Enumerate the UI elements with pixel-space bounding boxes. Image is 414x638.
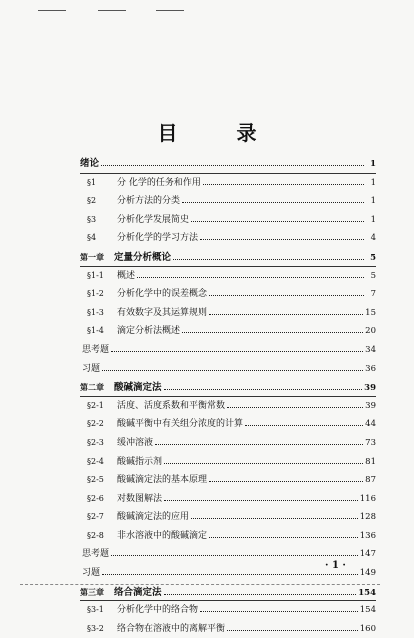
toc-chapter-row[interactable] <box>80 155 376 174</box>
toc-page-number: 87 <box>365 475 376 486</box>
toc-label: 络合物在溶液中的离解平衡 <box>117 623 226 634</box>
toc-leader-dots <box>164 499 358 501</box>
toc-section-row[interactable] <box>80 415 376 434</box>
toc-number: §2-3 <box>87 437 104 447</box>
toc-page-number: 160 <box>359 623 376 634</box>
toc-label: 缓冲溶液 <box>117 437 154 448</box>
toc-leader-dots <box>227 629 358 631</box>
toc-leader-dots <box>245 424 363 426</box>
toc-leader-dots <box>203 183 364 185</box>
header-rule <box>38 10 66 11</box>
toc-number: §2-1 <box>87 400 104 410</box>
toc-page-number: 1 <box>370 177 376 188</box>
toc-section-row[interactable] <box>80 527 376 546</box>
toc-leader-dots <box>164 388 363 390</box>
toc-page-number: 36 <box>365 363 376 374</box>
page-number: · 1 · <box>325 560 346 571</box>
toc-page-number: 1 <box>370 214 376 225</box>
toc-label: 酸碱平衡中有关组分浓度的计算 <box>117 419 244 430</box>
toc-label: 络合滴定法 <box>114 586 162 598</box>
toc-section-row[interactable] <box>80 229 376 248</box>
toc-leader-dots <box>155 443 363 445</box>
toc-section-row[interactable] <box>80 620 376 638</box>
toc-page-number: 81 <box>365 456 376 467</box>
toc-page-number: 4 <box>370 233 376 244</box>
toc-leader-dots <box>191 517 358 519</box>
header-rule <box>156 10 184 11</box>
toc-section-row[interactable] <box>80 453 376 472</box>
toc-number: §1 <box>87 177 97 187</box>
toc-number: 第三章 <box>80 586 104 597</box>
toc-section-row[interactable] <box>80 267 376 286</box>
toc-leader-dots <box>200 610 358 612</box>
toc-page-number: 1 <box>370 159 376 169</box>
toc-page-number: 5 <box>370 270 376 281</box>
toc-number: §3-2 <box>87 623 104 633</box>
toc-section-row[interactable] <box>80 285 376 304</box>
toc-page-number: 39 <box>365 400 376 411</box>
toc-label: 分 化学的任务和作用 <box>117 177 201 188</box>
toc-section-row[interactable] <box>80 471 376 490</box>
toc-number: §2-5 <box>87 475 104 485</box>
toc-label: 滴定分析法概述 <box>117 326 181 337</box>
toc-leader-dots <box>111 350 363 352</box>
toc-extra-row[interactable] <box>80 360 376 379</box>
toc-leader-dots <box>101 164 364 166</box>
toc-section-row[interactable] <box>80 322 376 341</box>
toc-leader-dots <box>164 462 363 464</box>
toc-page-number: 73 <box>365 437 376 448</box>
toc-number: §1-4 <box>87 326 104 336</box>
toc-number: §2-6 <box>87 493 104 503</box>
toc-number: §2-4 <box>87 456 104 466</box>
toc-page-number: 116 <box>359 493 376 504</box>
header-rule <box>98 10 126 11</box>
toc-label: 概述 <box>117 270 136 281</box>
toc-label: 酸碱滴定法的应用 <box>117 512 190 523</box>
toc-number: §3-1 <box>87 605 104 615</box>
toc-label: 绪论 <box>80 158 100 169</box>
toc-leader-dots <box>173 258 364 260</box>
toc-leader-dots <box>227 406 363 408</box>
toc-chapter-row[interactable] <box>80 583 376 602</box>
toc-page-number: 154 <box>359 605 376 616</box>
toc-number: §3 <box>87 214 97 224</box>
toc-section-row[interactable] <box>80 304 376 323</box>
toc-number: 第一章 <box>80 251 104 262</box>
toc-page-number: 44 <box>365 419 376 430</box>
toc-page-number: 154 <box>358 587 376 598</box>
toc-page-number: 128 <box>359 512 376 523</box>
toc-label: 习题 <box>82 363 101 374</box>
toc-section-row[interactable] <box>80 211 376 230</box>
toc-section-row[interactable] <box>80 601 376 620</box>
toc-label: 分析方法的分类 <box>117 196 181 207</box>
toc-number: §1-3 <box>87 307 104 317</box>
toc-leader-dots <box>209 313 363 315</box>
toc-label: 习题 <box>82 568 101 579</box>
toc-page-number: 147 <box>359 549 376 560</box>
toc-chapter-row[interactable] <box>80 248 376 267</box>
toc-label: 定量分析概论 <box>114 251 172 263</box>
toc-leader-dots <box>102 573 358 575</box>
toc-leader-dots <box>191 220 364 222</box>
toc-leader-dots <box>182 201 364 203</box>
toc-page-number: 34 <box>365 344 376 355</box>
toc-label: 活度、活度系数和平衡常数 <box>117 400 226 411</box>
toc-section-row[interactable] <box>80 192 376 211</box>
toc-page-number: 20 <box>365 326 376 337</box>
toc-number: §2-7 <box>87 512 104 522</box>
toc-label: 分析化学中的误差概念 <box>117 289 208 300</box>
toc-section-row[interactable] <box>80 490 376 509</box>
toc-number: §1-2 <box>87 289 104 299</box>
toc-page-number: 7 <box>370 289 376 300</box>
toc-chapter-row[interactable] <box>80 378 376 397</box>
toc-label: 酸碱滴定法 <box>114 382 162 394</box>
toc-page-number: 15 <box>365 307 376 318</box>
toc-label: 思考题 <box>82 344 110 355</box>
toc-leader-dots <box>209 536 358 538</box>
toc-leader-dots <box>111 554 358 556</box>
toc-page-number: 1 <box>370 196 376 207</box>
page-title: 目 录 <box>157 121 283 145</box>
toc-leader-dots <box>164 593 357 595</box>
toc-label: 分析化学中的络合物 <box>117 605 199 616</box>
toc-section-row[interactable] <box>80 174 376 193</box>
toc-number: §2-2 <box>87 419 104 429</box>
toc-leader-dots <box>137 276 364 278</box>
toc-section-row[interactable] <box>80 397 376 416</box>
toc-leader-dots <box>200 238 364 240</box>
toc-label: 分析化学的学习方法 <box>117 233 199 244</box>
toc-extra-row[interactable] <box>80 341 376 360</box>
toc-section-row[interactable] <box>80 508 376 527</box>
toc-page-number: 5 <box>370 252 376 263</box>
toc-number: §4 <box>87 233 97 243</box>
toc-number: §2-8 <box>87 530 104 540</box>
toc-page-number: 39 <box>364 383 376 394</box>
toc-leader-dots <box>209 294 364 296</box>
toc-leader-dots <box>102 369 363 371</box>
toc-label: 有效数字及其运算规则 <box>117 307 208 318</box>
toc-leader-dots <box>209 480 363 482</box>
toc-label: 酸碱滴定法的基本原理 <box>117 475 208 486</box>
toc-number: 第二章 <box>80 382 104 393</box>
toc-label: 非水溶液中的酸碱滴定 <box>117 530 208 541</box>
toc-label: 思考题 <box>82 549 110 560</box>
toc-label: 酸碱指示剂 <box>117 456 163 467</box>
bottom-edge <box>20 584 380 585</box>
toc-leader-dots <box>182 331 363 333</box>
toc-number: §1-1 <box>87 270 104 280</box>
toc-label: 对数图解法 <box>117 493 163 504</box>
toc-page-number: 149 <box>359 568 376 579</box>
toc-section-row[interactable] <box>80 434 376 453</box>
toc-page-number: 136 <box>359 530 376 541</box>
toc-label: 分析化学发展简史 <box>117 214 190 225</box>
toc-number: §2 <box>87 196 97 206</box>
